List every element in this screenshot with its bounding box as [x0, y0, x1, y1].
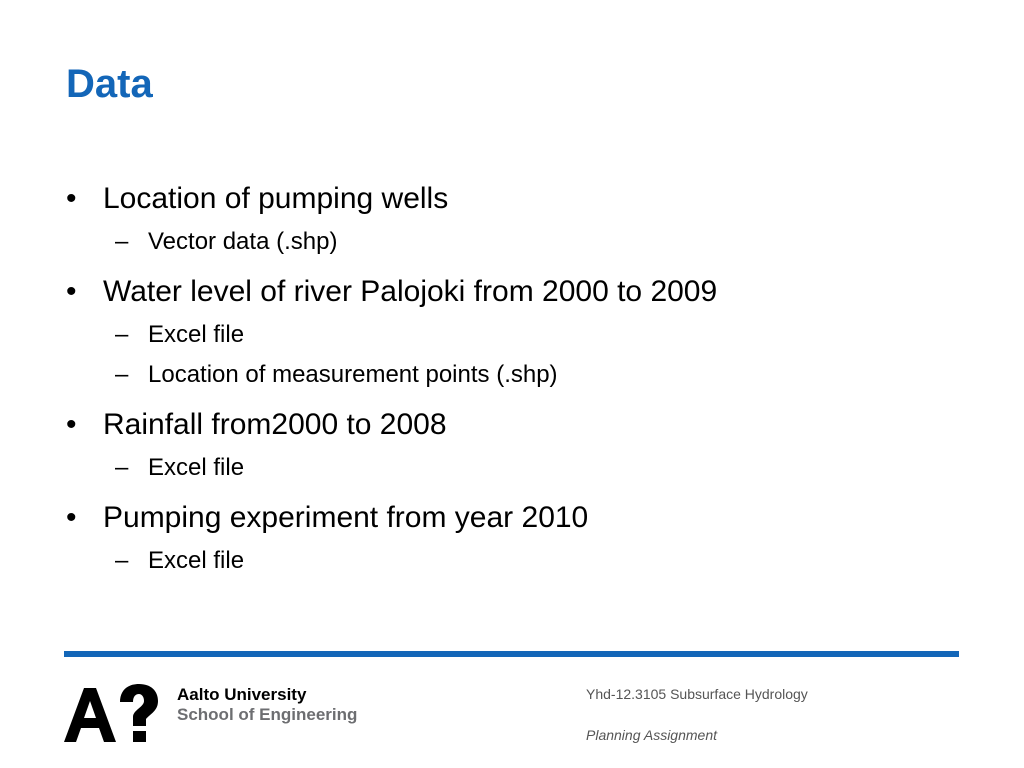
- assignment-title: Planning Assignment: [586, 727, 718, 743]
- university-name-block: [177, 685, 357, 725]
- slide-title: Data: [66, 62, 153, 106]
- bullet-item: [66, 495, 966, 581]
- sub-bullet-list: [66, 315, 966, 395]
- sub-bullet-list: [66, 222, 966, 262]
- bullet-marker: •: [66, 275, 77, 308]
- bullet-text: Pumping experiment from year 2010: [103, 501, 589, 534]
- course-code: Yhd-12.3105 Subsurface Hydrology: [586, 686, 808, 702]
- sub-bullet-text: Excel file: [148, 454, 245, 481]
- bullet-text: Location of pumping wells: [103, 182, 449, 215]
- sub-bullet-marker: –: [115, 228, 129, 255]
- sub-bullet-text: Vector data (.shp): [148, 228, 338, 255]
- bullet-list: [66, 176, 966, 588]
- sub-bullet-item: [66, 448, 966, 488]
- bullet-marker: •: [66, 182, 77, 215]
- sub-bullet-list: [66, 448, 966, 488]
- university-name: Aalto University: [177, 685, 307, 704]
- bullet-line: [66, 269, 966, 315]
- bullet-line: [66, 176, 966, 222]
- bullet-item: [66, 402, 966, 488]
- sub-bullet-item: [66, 541, 966, 581]
- sub-bullet-text: Location of measurement points (.shp): [148, 361, 558, 388]
- sub-bullet-item: [66, 355, 966, 395]
- bullet-line: [66, 495, 966, 541]
- bullet-text: Rainfall from2000 to 2008: [103, 408, 447, 441]
- bullet-marker: •: [66, 408, 77, 441]
- bullet-item: [66, 269, 966, 395]
- sub-bullet-text: Excel file: [148, 321, 245, 348]
- sub-bullet-item: [66, 222, 966, 262]
- bullet-marker: •: [66, 501, 77, 534]
- footer-divider: [64, 651, 959, 657]
- sub-bullet-text: Excel file: [148, 547, 245, 574]
- school-name: School of Engineering: [177, 705, 358, 724]
- sub-bullet-marker: –: [115, 361, 129, 388]
- bullet-text: Water level of river Palojoki from 2000 to 2009: [103, 275, 718, 308]
- sub-bullet-list: [66, 541, 966, 581]
- aalto-logo-icon: [64, 684, 160, 746]
- bullet-line: [66, 402, 966, 448]
- sub-bullet-item: [66, 315, 966, 355]
- sub-bullet-marker: –: [115, 454, 129, 481]
- bullet-item: [66, 176, 966, 262]
- sub-bullet-marker: –: [115, 547, 129, 574]
- sub-bullet-marker: –: [115, 321, 129, 348]
